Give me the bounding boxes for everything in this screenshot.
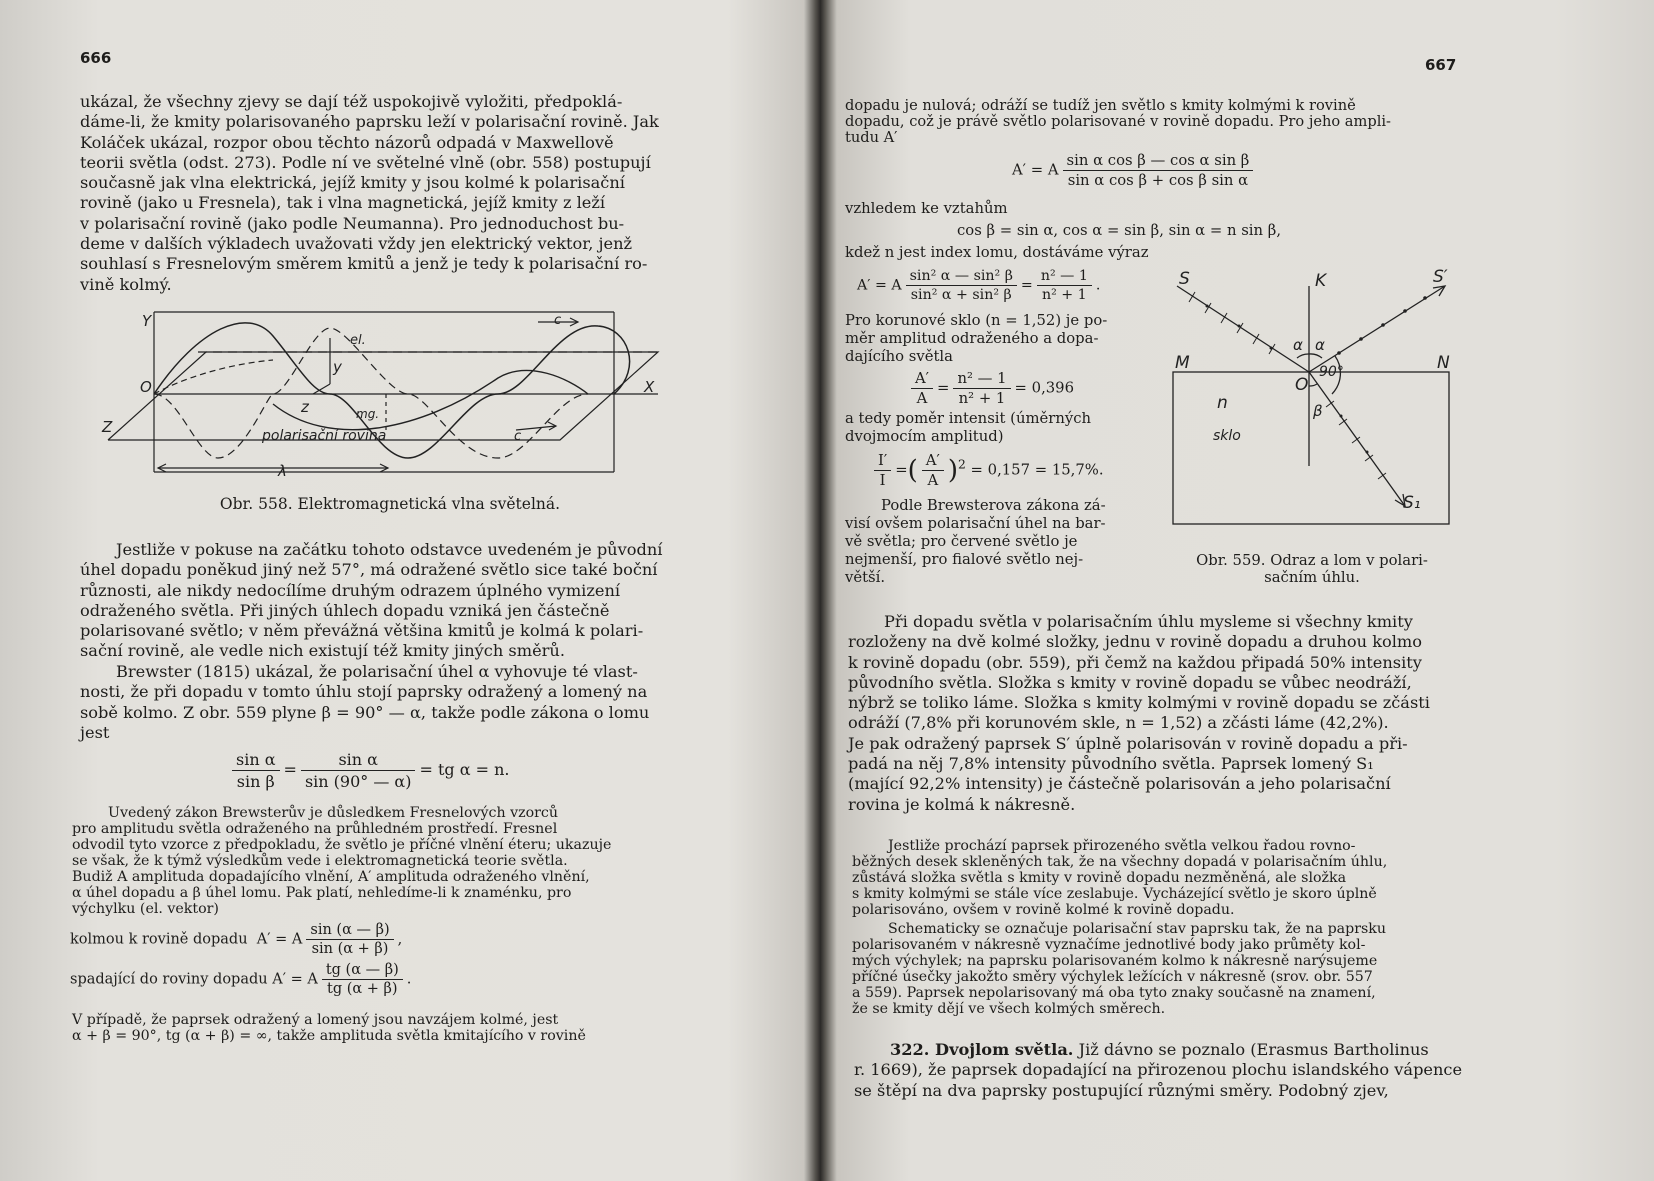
text-line: tudu A′ xyxy=(845,129,898,146)
text-line: α úhel dopadu a β úhel lomu. Pak platí, nehledíme-li k znaménku, pro xyxy=(72,885,572,901)
equation-parallel: spadající do roviny dopadu A′ = A $\frac{tg (\alpha — \beta)}{tg (\alpha + \beta)}$ . xyxy=(70,962,412,997)
text-line: se štěpí na dva paprsky postupující různými směry. Podobný zjev, xyxy=(854,1080,1389,1100)
text-line: větší. xyxy=(845,569,886,586)
paragraph xyxy=(80,662,682,743)
text-line: rovina je kolmá k nákresně. xyxy=(848,794,1076,814)
text-line: padá na něj 7,8% intensity původního světla. Paprsek lomený S₁ xyxy=(848,754,1374,774)
figure-559-brewster xyxy=(1167,266,1457,546)
incident-ray xyxy=(1177,286,1309,372)
text-line: souhlasí s Fresnelovým směrem kmitů a jenž je tedy k polarisační ro- xyxy=(80,254,648,274)
paragraph xyxy=(80,92,682,295)
label-S: S xyxy=(1179,269,1190,289)
small-paragraph xyxy=(852,838,1464,918)
label-el: el. xyxy=(350,333,366,348)
section-322: 322. Dvojlom světla. Již dávno se poznalo (Erasmus Bartholinus r. 1669), že paprsek dopadající na přirozenou plochu islandského vápence se štěpí na dva paprsky postupující různými směry. Podobný zjev, xyxy=(854,1040,1463,1100)
text-line: V případě, že paprsek odražený a lomený jsou navzájem kolmé, jest xyxy=(72,1012,559,1028)
text-line: nejmenší, pro fialové světlo nej- xyxy=(845,551,1084,568)
text-line: různosti, ale nikdy nedocílíme druhým odrazem úplného vymizení xyxy=(80,580,621,600)
text-line: k rovině dopadu (obr. 559), při čemž na každou připadá 50% intensity xyxy=(848,652,1422,672)
equation-amplitude-ratio: $\frac{A'}{A}$ = $\frac{\text{n² — 1}}{\text{n² + 1}}$ = 0,396 xyxy=(907,370,1074,407)
text-line: odvodil tyto vzorce z předpokladu, že světlo je příčné vlnění éteru; ukazuje xyxy=(72,837,612,853)
small-paragraph xyxy=(852,921,1464,1017)
label-n: n xyxy=(1217,393,1228,413)
text-line: dopadu, což je právě světlo polarisované v rovině dopadu. Pro jeho ampli- xyxy=(845,113,1391,130)
text-line: Uvedený zákon Brewsterův je důsledkem Fresnelových vzorců xyxy=(108,805,559,821)
text-line: původního světla. Složka s kmity v rovině dopadu se vůbec neodráží, xyxy=(848,672,1412,692)
text-line: odráží (7,8% při korunovém skle, n = 1,52) a zčásti láme (42,2%). xyxy=(848,713,1389,733)
equation-relations: cos β = sin α, cos α = sin β, sin α = n sin β, xyxy=(957,222,1282,239)
paragraph xyxy=(848,612,1460,815)
label-c-top: c xyxy=(554,313,562,328)
small-paragraph xyxy=(72,805,682,917)
label-90-degrees: 90° xyxy=(1319,364,1344,380)
text-line: nosti, že při dopadu v tomto úhlu stojí paprsky odražený a lomený na xyxy=(80,682,648,702)
page-number: 667 xyxy=(1425,56,1457,74)
text-line: dvojmocím amplitud) xyxy=(845,428,1004,445)
label-K: K xyxy=(1315,271,1327,291)
text-line: současně jak vlna elektrická, jejíž kmity y jsou kolmé k polarisační xyxy=(80,173,625,193)
label-S1: S₁ xyxy=(1403,493,1421,513)
text-line: nýbrž se toliko láme. Složka s kmity kolmými v rovině dopadu se zčásti xyxy=(848,693,1430,713)
section-title: 322. Dvojlom světla. xyxy=(890,1040,1074,1059)
text-line: Při dopadu světla v polarisačním úhlu mysleme si všechny kmity xyxy=(884,612,1413,631)
figure-caption: Obr. 559. Odraz a lom v polari- sačním úhlu. xyxy=(1196,552,1428,586)
text-line: běžných desek skleněných tak, že na všechny dopadá v polarisačním úhlu, xyxy=(852,854,1388,870)
text-line: a 559). Paprsek nepolarisovaný má oba tyto znaky současně na znamení, xyxy=(852,985,1376,1001)
label-Y: Y xyxy=(142,312,152,330)
text-line: Schematicky se označuje polarisační stav paprsku tak, že na paprsku xyxy=(888,921,1386,937)
text-line: a tedy poměr intensit (úměrných xyxy=(845,410,1092,427)
text-line: úhel dopadu poněkud jiný než 57°, má odražené světlo sice také boční xyxy=(80,560,658,580)
equation-perpendicular: kolmou k rovině dopadu A′ = A $\frac{\sin (\alpha — \beta)}{\sin (\alpha + \beta)}$ , xyxy=(70,922,403,957)
text-line: Je pak odražený paprsek S′ úplně polarisován v rovině dopadu a při- xyxy=(848,733,1408,753)
text-line: α + β = 90°, tg (α + β) = ∞, takže amplituda světla kmitajícího v rovině xyxy=(72,1028,586,1044)
text-line: deme v dalších výkladech uvažovati vždy jen elektrický vektor, jenž xyxy=(80,234,633,254)
text-line: výchylku (el. vektor) xyxy=(72,901,219,917)
equation-brewster: $\frac{\text{sin α}}{\text{sin β}}$ = $\frac{\text{sin α}}{\sin (90^\circ — \alpha)}$ = tg α = n. xyxy=(228,750,510,791)
right-page xyxy=(812,0,1654,1181)
label-c-bottom: c xyxy=(514,429,522,444)
text-line: rozloženy na dvě kolmé složky, jednu v rovině dopadu a druhou kolmo xyxy=(848,632,1423,652)
paragraph xyxy=(80,540,682,662)
label-O: O xyxy=(1295,375,1309,395)
small-paragraph xyxy=(72,1012,682,1044)
text-line: Jestliže prochází paprsek přirozeného světla velkou řadou rovno- xyxy=(888,838,1356,854)
text-line: příčné úsečky jakožto směry výchylek ležících v nákresně (srov. obr. 557 xyxy=(852,969,1373,985)
text-line: polarisované světlo; v něm převážná většina kmitů je kolmá k polari- xyxy=(80,621,644,641)
label-mg: mg. xyxy=(356,407,380,421)
equation-intensity: $\frac{I'}{I}$ =( $\frac{A'}{A}$ )$^2$ = 0,157 = 15,7%. xyxy=(870,452,1104,489)
text-line: r. 1669), že paprsek dopadající na přirozenou plochu islandského vápence xyxy=(854,1060,1463,1080)
text-line: polarisovaném v nákresně vyznačíme jednotlivé body jako průměty kol- xyxy=(852,937,1366,953)
text-line: odraženého světla. Při jiných úhlech dopadu vzniká jen částečně xyxy=(80,600,610,620)
label-plane: polarisační rovina xyxy=(262,428,387,444)
electric-wave xyxy=(154,323,630,458)
text-line: polarisováno, ovšem v rovině kolmé k rovině dopadu. xyxy=(852,902,1235,918)
text-line: vzhledem ke vztahům xyxy=(845,200,1008,217)
figure-caption: Obr. 558. Elektromagnetická vlna světelná. xyxy=(219,495,561,513)
small-paragraph xyxy=(845,497,1161,587)
small-paragraph xyxy=(845,312,1161,366)
text-line: dáme-li, že kmity polarisovaného paprsku leží v polarisační rovině. Jak xyxy=(80,112,659,132)
label-Z: Z xyxy=(102,418,113,436)
label-S-prime: S′ xyxy=(1433,267,1448,287)
text-line: dopadu je nulová; odráží se tudíž jen světlo s kmity kolmými k rovině xyxy=(845,97,1356,114)
text-line: sační rovině, ale vedle nich existují též kmity jiných směrů. xyxy=(80,641,565,661)
label-lambda: λ xyxy=(278,462,287,480)
text-line: se však, že k týmž výsledkům vede i elektromagnetická teorie světla. xyxy=(72,853,568,869)
text-line: visí ovšem polarisační úhel na bar- xyxy=(845,515,1106,532)
text-line: Koláček ukázal, rozpor obou těchto názorů odpadá v Maxwellově xyxy=(80,132,614,152)
label-beta: β xyxy=(1313,402,1323,420)
equation-amplitude: A′ = A $\frac{\text{sin α cos β — cos α sin β}}{\text{sin α cos β + cos β sin α}}$ xyxy=(1012,152,1257,189)
text-line: sobě kolmo. Z obr. 559 plyne β = 90° — α, takže podle zákona o lomu xyxy=(80,702,650,722)
text-line: Jestliže v pokuse na začátku tohoto odstavce uvedeném je původní xyxy=(116,540,663,559)
text-line: vině kolmý. xyxy=(80,274,172,294)
text-line: Budiž A amplituda dopadajícího vlnění, A′ amplituda odraženého vlnění, xyxy=(72,869,590,885)
text-line: jest xyxy=(80,722,110,742)
text-line: že se kmity dějí ve všech kolmých směrech. xyxy=(852,1001,1166,1017)
text-line: teorii světla (odst. 273). Podle ní ve světelné vlně (obr. 558) postupují xyxy=(80,152,651,172)
label-z: z xyxy=(301,398,309,416)
text-line: ukázal, že všechny zjevy se dají též uspokojivě vyložiti, předpoklá- xyxy=(80,92,623,111)
page-number: 666 xyxy=(80,49,112,67)
text-line: Brewster (1815) ukázal, že polarisační úhel α vyhovuje té vlast- xyxy=(116,662,638,681)
label-X: X xyxy=(644,378,655,396)
text-line: dajícího světla xyxy=(845,348,953,365)
small-paragraph xyxy=(845,410,1161,446)
text-line: rovině (jako u Fresnela), tak i vlna magnetická, jejíž kmity z leží xyxy=(80,193,606,213)
text-line: měr amplitud odraženého a dopa- xyxy=(845,330,1099,347)
text-line: s kmity kolmými se stále více zeslabuje. Vycházející světlo je skoro úplně xyxy=(852,886,1377,902)
label-y: y xyxy=(333,358,342,376)
left-page xyxy=(0,0,808,1181)
label-N: N xyxy=(1437,353,1450,373)
text-line: Podle Brewsterova zákona zá- xyxy=(881,497,1106,514)
small-paragraph xyxy=(845,98,1459,146)
equation-reflection-ratio: A′ = A $\frac{\text{sin² α — sin² β}}{\text{sin² α + sin² β}}$ = $\frac{\text{n² — 1}}{\text{n² + 1}}$ . xyxy=(857,268,1101,303)
label-sklo: sklo xyxy=(1213,428,1241,444)
section-body xyxy=(854,1060,1464,1101)
text-line: pro amplitudu světla odraženého na průhledném prostředí. Fresnel xyxy=(72,821,558,837)
label-O: O xyxy=(140,378,152,396)
text-line: (mající 92,2% intensity) je částečně polarisován a jeho polarisační xyxy=(848,774,1391,794)
text-line: kdež n jest index lomu, dostáváme výraz xyxy=(845,244,1149,261)
label-M: M xyxy=(1175,353,1190,373)
text-line: zůstává složka světla s kmity v rovině dopadu nezměněná, ale složka xyxy=(852,870,1347,886)
label-alpha-1: α xyxy=(1293,336,1303,354)
label-alpha-2: α xyxy=(1315,336,1325,354)
text-line: Pro korunové sklo (n = 1,52) je po- xyxy=(845,312,1108,329)
figure-558-wave xyxy=(98,308,668,486)
text-line: v polarisační rovině (jako podle Neumanna). Pro jednoduchost bu- xyxy=(80,213,625,233)
text-line: vě světla; pro červené světlo je xyxy=(845,533,1078,550)
text-line: mých výchylek; na paprsku polarisovaném kolmo k nákresně narýsujeme xyxy=(852,953,1378,969)
